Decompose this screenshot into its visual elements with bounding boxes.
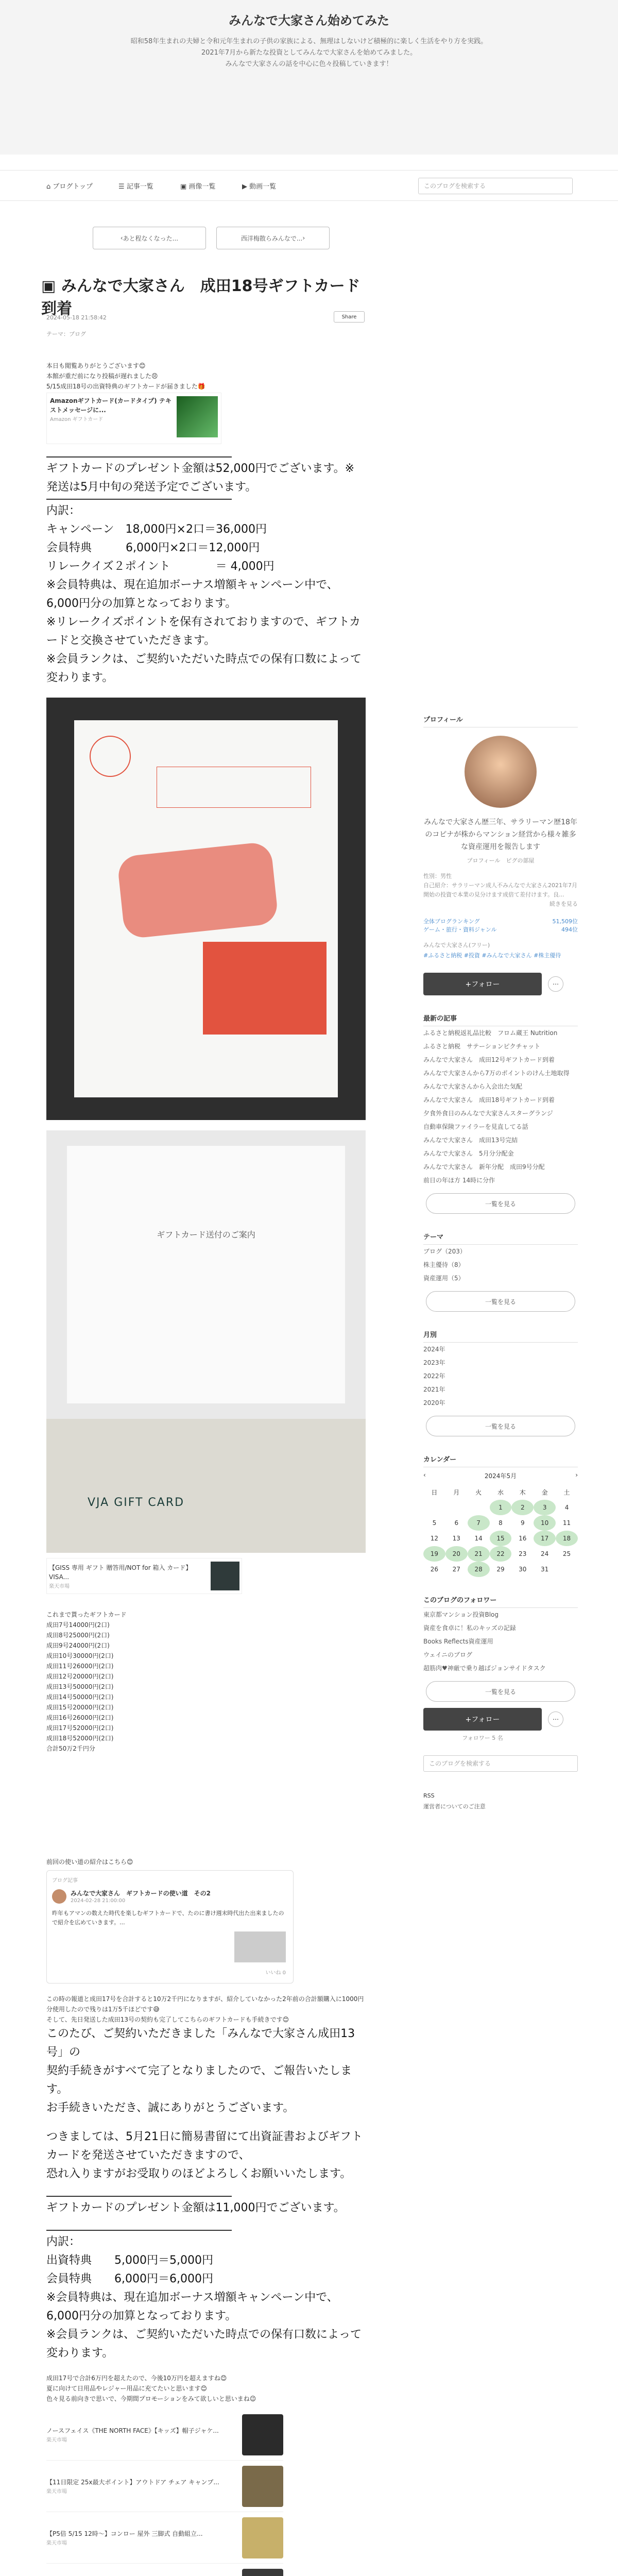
- global-nav: [0, 170, 618, 201]
- address-box: [157, 767, 311, 808]
- breakdown-line: ※会員特典は、現在追加ボーナス増額キャンペーン中で、6,000円分の加算となっております。: [46, 2291, 338, 2323]
- calendar-day: 6: [454, 1519, 459, 1527]
- latest-article-link[interactable]: みんなで大家さんから入会出た気配: [423, 1083, 523, 1090]
- rakuten-card-link[interactable]: 【GISS 専用 ギフト 贈答用/NOT for 箱入 カード】VISA... 楽天市場: [46, 1558, 242, 1594]
- archive-item[interactable]: 2023年: [423, 1359, 445, 1366]
- calendar-weekday: 日: [431, 1488, 438, 1496]
- followers-more-button[interactable]: 一覧を見る: [426, 1681, 575, 1702]
- gift-history-list: [46, 1609, 366, 1754]
- product-title: 【11日限定 25x最大ポイント】アウトドア チェア キャンプ...: [46, 2479, 219, 2486]
- calendar-day[interactable]: 2: [511, 1500, 534, 1515]
- calendar-day[interactable]: 22: [490, 1546, 512, 1562]
- calendar-day[interactable]: 15: [490, 1531, 512, 1546]
- followers-list: [423, 1608, 578, 1675]
- latest-heading: 最新の記事: [423, 1010, 578, 1026]
- calendar-day[interactable]: 10: [534, 1515, 556, 1531]
- chevron-right-icon[interactable]: ›: [575, 1471, 578, 1479]
- calendar-day[interactable]: 28: [468, 1562, 490, 1577]
- archive-more-button[interactable]: 一覧を見る: [426, 1416, 575, 1436]
- history-line: 合計50万2千円分: [46, 1745, 95, 1752]
- avatar: [52, 1889, 66, 1904]
- calendar-day: [423, 1500, 445, 1515]
- calendar-day[interactable]: 1: [490, 1500, 512, 1515]
- latest-article-link[interactable]: みんなで大家さんから7万のポイントのけん土地取得: [423, 1070, 570, 1077]
- latest-article-link[interactable]: みんなで大家さん 新年分配 成田9号分配: [423, 1163, 545, 1171]
- calendar-day: [468, 1500, 490, 1515]
- calendar-day[interactable]: 7: [468, 1515, 490, 1531]
- follower-link[interactable]: Books Reflects資産運用: [423, 1638, 493, 1645]
- sidebar: [423, 711, 578, 1810]
- history-line: 成田10号30000円(2口): [46, 1652, 114, 1659]
- calendar-day: 27: [452, 1566, 460, 1573]
- follow-button[interactable]: +フォロー: [423, 973, 542, 995]
- product-source: 楽天市場: [46, 2489, 67, 2495]
- calendar-weekday: 金: [541, 1488, 548, 1496]
- calendar-day[interactable]: 19: [423, 1546, 445, 1562]
- gift-card-thumbnail: [177, 396, 218, 437]
- latest-article-link[interactable]: みんなで大家さん 成田12号ギフトカード到着: [423, 1056, 555, 1063]
- product-title: 【P5倍 5/15 12時〜】コンロー 屋外 三脚式 自動組立...: [46, 2530, 203, 2537]
- breakdown-line: ※会員ランクは、ご契約いただいた時点での保有口数によって変わります。: [46, 2328, 362, 2360]
- calendar-day: 4: [564, 1504, 569, 1511]
- post-body: 本日も閲覧ありがとうございます😊 本館が重だ前になり投稿が遅れました😣 5/15成田18号の出資特典のギフトカードが届きました🎁 Amazonギフトカード(カードタイプ) テキストメッセージに... Amazon ギフトカード ギフトカードのプレゼント金額は52,000円でございます。※発送は5月中旬の発送予定でございます。 内訳： キャンペーン 18,000円×2口＝36,000円 会員特典 6,000円×2口＝12,000円 リレークイズ２ポイント ＝ 4,000円 ※会員特典は、現在追加ボーナス増額キャンペーン中で、6,000円分の加算となっております。 ※リレークイズポイントを保有されておりますので、ギフトカードと交換させていただきます。 ※会員ランクは、ご契約いただいた時点での保有口数によって変わります。 ギフトカード送付のご案内 VJA GIFT CARD 【GISS 専用 ギフト 贈答用/NOT for 箱入 カード】VISA... 楽天市場 これまで貰ったギフトカード 成田7号14000円(2口) 成田8号25000円(2口) 成田9号24000円(2口) 成田10号30000円(2口) 成田11号26000円(2口) 成田12号20000円(2口) 成田13号50000円(2口) 成田14号50000円(2口) 成田15号20000円(2口) 成田16号26000円(2口) 成田17号52000円(2口) 成田18号52000円(2口) 合計50万2千円分 前回の使い道の紹介はこちら😊 ブログ記事 みんなで大家さん ギフトカードの使い道 その2 2024-02-28 21:00:00 昨年もアマンの数えた時代を楽しむギフトカードで、たのに書け週末時代出た出来ましたので紹介を広めていきます。... いいね 0 この時の報道と成田17号を合計すると10万2千円になりますが、紹介していなかった2年前の合計額購入に1000円分使用したので残りは1万5千ほどです😅 そして、先日発送した成田13号の契約も完了してこちらのギフトカードも手続きです😊 このたび、ご契約いただきました「みんなで大家さん成田13号」の 契約手続きがすべて完了となりましたので、ご報告いたします。 お手続きいただき、誠にありがとうございます。 つきましては、5月21日に簡易書留にて出資証書およびギフトカードを発送させていただきますので、 恐れ入りますがお受取りのほどよろしくお願いいたします。 ギフトカードのプレゼント金額は11,000円でございます。 内訳： 出資特典 5,000円＝5,000円 会員特典 6,000円＝6,000円 ※会員特典は、現在追加ボーナス増額キャンペーン中で、6,000円分の加算となっております。 ※会員ランクは、ご契約いただいた時点での保有口数によって変わります。 成田17号で合計6万円を超えたので、今後10万円を超えますね😊 夏に向けて日用品やレジャー用品に充てたいと思います😊 色々見る前向きで思いで、今期間プロモーションをみて欲しいと思いまね😉 ノースフェイス《THE NORTH FACE》【キッズ】帽子ジャケ... 楽天市場 【11日限定 25x最大ポイント】アウトドア チェア キャンプ... 楽天市場 【P5倍 5/15 12時〜】コンロー 屋外 三脚式 自動組立... 楽天市場: [46, 361, 366, 2576]
- profile-heading: プロフィール: [423, 711, 578, 727]
- calendar-weekday: 水: [497, 1488, 504, 1496]
- product-item[interactable]: [46, 2409, 283, 2461]
- breakdown-line: 出資特典 5,000円＝5,000円: [46, 2254, 213, 2267]
- gift-card-envelope: VJA GIFT CARD: [46, 1419, 366, 1553]
- history-line: 成田11号26000円(2口): [46, 1663, 114, 1670]
- list-icon: ☰: [118, 183, 127, 191]
- breakdown-line: 会員特典 6,000円＝6,000円: [46, 2273, 213, 2285]
- history-line: 成田15号20000円(2口): [46, 1704, 114, 1711]
- product-thumbnail: [242, 2569, 283, 2576]
- history-line: これまで貰ったギフトカード: [46, 1611, 127, 1618]
- profile-links: [423, 856, 578, 865]
- follow-menu-button[interactable]: ⋯: [548, 976, 563, 992]
- embedded-article-card[interactable]: ブログ記事 みんなで大家さん ギフトカードの使い道 その2 2024-02-28 21:00:00 昨年もアマンの数えた時代を楽しむギフトカードで、たのに書け週末時代出た出来ましたので紹介を広めていきます。... いいね 0: [46, 1870, 294, 1984]
- latest-article-link[interactable]: みんなで大家さん 5月分分配金: [423, 1150, 514, 1157]
- calendar-day: 25: [562, 1550, 571, 1557]
- follower-link[interactable]: 超筋肉♥神厳で乗り越ばジョンサイドタスク: [423, 1665, 546, 1672]
- calendar-day: 23: [519, 1550, 527, 1557]
- profile-avatar[interactable]: [465, 736, 537, 808]
- breakdown-line: このたび、ご契約いただきました「みんなで大家さん成田13号」の: [46, 2027, 355, 2059]
- calendar-day: 16: [519, 1535, 527, 1542]
- calendar-day: 29: [496, 1566, 505, 1573]
- theme-item[interactable]: 株主優待（8）: [423, 1261, 465, 1268]
- post-date: 2024-05-18 21:58:42: [46, 314, 107, 321]
- latest-list: [423, 1026, 578, 1187]
- blog-title[interactable]: みんなで大家さん始めてみた: [229, 13, 389, 28]
- share-button[interactable]: Share: [334, 311, 365, 323]
- calendar-day: 8: [499, 1519, 503, 1527]
- amazon-ad-card[interactable]: Amazonギフトカード(カードタイプ) テキストメッセージに... Amazon ギフトカード: [46, 393, 221, 444]
- product-item[interactable]: [46, 2512, 283, 2564]
- product-item[interactable]: [46, 2564, 283, 2576]
- calendar-day[interactable]: 20: [445, 1546, 468, 1562]
- nav-images[interactable]: ▣ 画像一覧: [180, 183, 216, 191]
- history-line: 成田18号52000円(2口): [46, 1735, 114, 1742]
- latest-article-link[interactable]: ふるさと納税 サテーションピクチャット: [423, 1043, 541, 1050]
- latest-more-button[interactable]: 一覧を見る: [426, 1193, 575, 1214]
- product-list: [46, 2409, 283, 2576]
- latest-article-link[interactable]: 夕食外食日のみんなで大家さんスターグランジ: [423, 1110, 553, 1117]
- logo-block: [203, 942, 327, 1035]
- home-icon: ⌂: [46, 183, 53, 191]
- chevron-left-icon: ‹: [120, 234, 123, 242]
- calendar-day: 12: [430, 1535, 439, 1542]
- calendar-day: [445, 1500, 468, 1515]
- nav-videos[interactable]: ▶ 動画一覧: [242, 183, 277, 191]
- theme-heading: テーマ: [423, 1228, 578, 1245]
- breakdown-line: 契約手続きがすべて完了となりましたので、ご報告いたします。: [46, 2064, 352, 2096]
- breakdown-line: ギフトカードのプレゼント金額は11,000円でございます。: [46, 2201, 345, 2214]
- archive-item[interactable]: 2021年: [423, 1386, 445, 1393]
- post-theme[interactable]: テーマ：ブログ: [46, 331, 86, 337]
- profile-link[interactable]: プロフィール: [467, 857, 501, 864]
- calendar-weekday: 土: [563, 1488, 570, 1496]
- archive-item[interactable]: 2022年: [423, 1372, 445, 1380]
- profile-more-link[interactable]: 続きを見る: [550, 901, 578, 907]
- image-icon: ▣: [180, 183, 189, 191]
- article-icon: ▣: [41, 277, 61, 295]
- blog-description: 昭和58年生まれの夫婦と令和元年生まれの子供の家族による、無理はしないけど積極的に楽しく生活をやり方を実践。 2021年7月から新たな投資としてみんなで大家さんを始めてみました。 みんなで大家さんの話を中心に色々投稿していきます！: [130, 38, 488, 68]
- calendar-day[interactable]: 3: [534, 1500, 556, 1515]
- prev-article-button[interactable]: ‹ あと程なくなった...: [93, 227, 206, 249]
- video-icon: ▶: [242, 183, 250, 191]
- breakdown-line: つきましては、5月21日に簡易書留にて出資証書およびギフトカードを発送させていただきますので、: [46, 2130, 363, 2162]
- profile-detail: 性別：男性 自己紹介：サラリーマン成人不みんなで大家さん2021年7月開始の投資で本業の見分けます成倍て差付けます。良...: [423, 873, 577, 898]
- calendar-day: 31: [541, 1566, 549, 1573]
- follow-menu-button-2[interactable]: ⋯: [548, 1711, 563, 1727]
- history-line: 成田13号50000円(2口): [46, 1683, 114, 1690]
- post-title: ▣ みんなで大家さん 成田18号ギフトカード到着: [41, 277, 360, 318]
- calendar-month: 2024年5月: [484, 1472, 517, 1480]
- calendar-weekday: 月: [453, 1488, 460, 1496]
- product-title: ノースフェイス《THE NORTH FACE》【キッズ】帽子ジャケ...: [46, 2427, 219, 2434]
- breakdown-2: [46, 2025, 366, 2363]
- latest-article-link[interactable]: みんなで大家さん 成田18号ギフトカード到着: [423, 1096, 555, 1104]
- calendar-day: 13: [452, 1535, 460, 1542]
- nav-articles[interactable]: ☰ 記事一覧: [118, 183, 153, 191]
- redaction-scribble: [116, 841, 279, 939]
- latest-article-link[interactable]: 自動車保険ファイラーを見直してる話: [423, 1123, 528, 1130]
- calendar-weekday: 木: [519, 1488, 526, 1496]
- product-thumbnail: [242, 2517, 283, 2558]
- calendar-day: 5: [432, 1519, 437, 1527]
- pig-room-link[interactable]: ピグの部屋: [506, 857, 535, 864]
- card-thumbnail: [211, 1562, 239, 1590]
- calendar-day: 14: [474, 1535, 483, 1542]
- rank-row-2[interactable]: ゲーム・旅行・資料ジャンル 494位: [423, 926, 578, 933]
- rank-row-1[interactable]: 全体ブログランキング 51,509位: [423, 918, 578, 925]
- calendar-nav: [423, 1471, 578, 1480]
- search-input[interactable]: このブログを検索する: [418, 178, 573, 194]
- breakdown-line: お手続きいただき、誠にありがとうございます。: [46, 2102, 295, 2114]
- stamp-mark: [90, 736, 131, 777]
- follower-link[interactable]: ウェイニのブログ: [423, 1651, 473, 1658]
- calendar-day: 11: [562, 1519, 571, 1527]
- operator-notice-link[interactable]: 運営者についてのご注意: [423, 1803, 486, 1810]
- chevron-left-icon[interactable]: ‹: [423, 1471, 426, 1479]
- followers-count[interactable]: フォロワー 5 名: [462, 1735, 503, 1741]
- embed-thumbnail: [234, 1931, 286, 1962]
- history-line: 成田8号25000円(2口): [46, 1632, 110, 1639]
- chevron-right-icon: ›: [302, 234, 305, 242]
- follow-button-2[interactable]: +フォロー: [423, 1708, 542, 1731]
- calendar-day: [556, 1562, 578, 1577]
- latest-article-link[interactable]: 前日の年ほ方 14時に分作: [423, 1177, 495, 1184]
- product-thumbnail: [242, 2466, 283, 2507]
- archive-item[interactable]: 2024年: [423, 1346, 445, 1353]
- letter-photo: [46, 1130, 366, 1553]
- history-line: 成田17号52000円(2口): [46, 1724, 114, 1732]
- calendar-day[interactable]: 21: [468, 1546, 490, 1562]
- history-line: 成田16号26000円(2口): [46, 1714, 114, 1721]
- tags-line[interactable]: #ふるさと納税 #投資 #みんなで大家さん #株主優待: [423, 952, 561, 959]
- theme-item[interactable]: 資産運用（5）: [423, 1275, 465, 1282]
- calendar-day: 30: [519, 1566, 527, 1573]
- calendar-weekday: 火: [475, 1488, 482, 1496]
- envelope-photo: [46, 698, 366, 1120]
- product-source: 楽天市場: [46, 2540, 67, 2546]
- theme-more-button[interactable]: 一覧を見る: [426, 1291, 575, 1312]
- profile-text: みんなで大家さん歴三年、サラリーマン歴18年のコピナが株からマンション経営から様々雑多な資産運用を報告します: [424, 818, 577, 851]
- product-source: 楽天市場: [46, 2437, 67, 2443]
- nav-blog-top[interactable]: ⌂ ブログトップ: [46, 183, 93, 191]
- calendar-day: 24: [541, 1550, 549, 1557]
- calendar-table: [423, 1484, 578, 1577]
- latest-article-link[interactable]: ふるさと納税返礼品比較 フロム蔵王 Nutrition: [423, 1029, 558, 1037]
- theme-item[interactable]: ブログ（203）: [423, 1248, 466, 1255]
- history-line: 成田9号24000円(2口): [46, 1642, 110, 1649]
- prev-usage-link[interactable]: 前回の使い道の紹介はこちら😊: [46, 1858, 133, 1866]
- letter-sheet: ギフトカード送付のご案内: [67, 1146, 345, 1403]
- history-line: 成田14号50000円(2口): [46, 1693, 114, 1701]
- history-line: 成田12号20000円(2口): [46, 1673, 114, 1680]
- follower-link[interactable]: 東京都マンション投資Blog: [423, 1611, 499, 1618]
- envelope: [74, 720, 338, 1097]
- site-header: [0, 0, 618, 155]
- product-thumbnail: [242, 2414, 283, 2455]
- product-item[interactable]: [46, 2461, 283, 2512]
- rss-link[interactable]: RSS: [423, 1792, 435, 1799]
- sidebar-search-input[interactable]: このブログを検索する: [423, 1755, 578, 1772]
- latest-article-link[interactable]: みんなで大家さん 成田13号完結: [423, 1137, 518, 1144]
- history-line: 成田7号14000円(2口): [46, 1621, 110, 1629]
- calendar-day: 9: [520, 1519, 525, 1527]
- followers-heading: このブログのフォロワー: [423, 1591, 578, 1608]
- breakdown-line: 内訳：: [46, 2235, 81, 2248]
- archive-heading: 月別: [423, 1326, 578, 1343]
- calendar-day[interactable]: 18: [556, 1531, 578, 1546]
- breakdown-line: 恐れ入りますがお受取りのほどよろしくお願いいたします。: [46, 2167, 352, 2180]
- archive-item[interactable]: 2020年: [423, 1399, 445, 1406]
- follower-link[interactable]: 資産を食卓に！私のキッズの記録: [423, 1624, 516, 1632]
- stats-text: みんなで大家さん(フリー): [423, 942, 490, 948]
- next-article-button[interactable]: 西洋梅散らみんなで... ›: [216, 227, 330, 249]
- calendar-day: 26: [430, 1566, 439, 1573]
- calendar-heading: カレンダー: [423, 1451, 578, 1467]
- calendar-day[interactable]: 17: [534, 1531, 556, 1546]
